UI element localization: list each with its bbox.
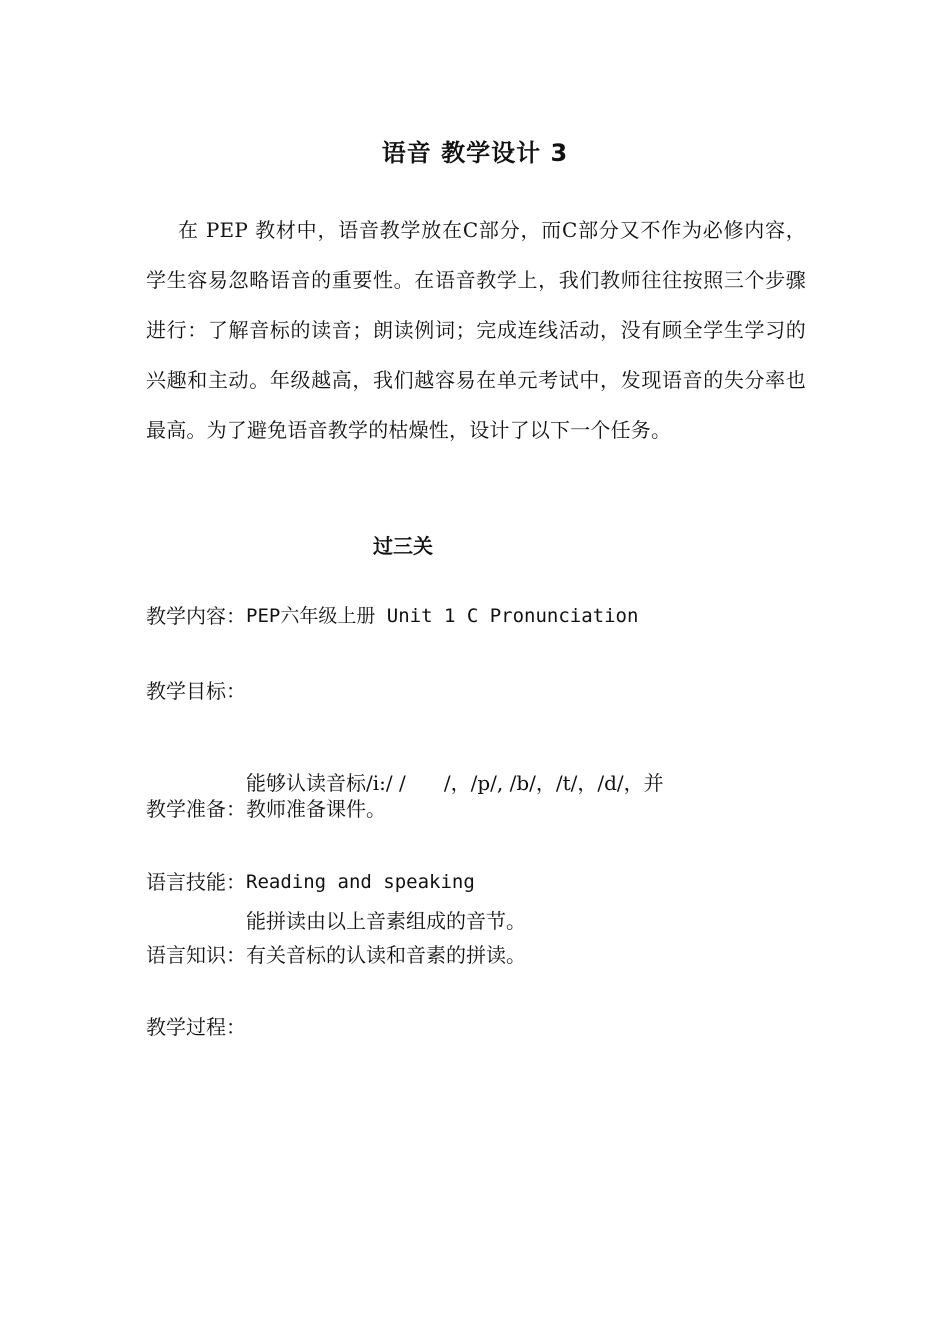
field-label: 语言技能： bbox=[146, 870, 246, 894]
field-language-skills bbox=[146, 859, 816, 905]
field-label: 教学目标： bbox=[146, 679, 246, 703]
section-heading: 过三关 bbox=[373, 534, 433, 558]
field-teaching-content bbox=[146, 593, 816, 639]
intro-paragraph: 在 PEP 教材中，语音教学放在C部分，而C部分又不作为必修内容，学生容易忽略语音的重要性。在语音教学上，我们教师往往按照三个步骤进行：了解音标的读音；朗读例词；完成连线活动，没有顾全学生学习的兴趣和主动。年级越高，我们越容易在单元考试中，发现语音的失分率也最高。为了避免语音教学的枯燥性，设计了以下一个任务。 bbox=[146, 218, 806, 442]
field-teaching-goals bbox=[146, 668, 816, 1036]
field-teaching-preparation bbox=[146, 786, 816, 832]
field-value-line: 能够认读音标/i:/ / /，/p/, /b/，/t/，/d/，并 bbox=[246, 771, 664, 795]
field-value: PEP六年级上册 Unit 1 C Pronunciation bbox=[246, 605, 639, 627]
field-value: 有关音标的认读和音素的拼读。 bbox=[246, 943, 526, 967]
field-label: 教学准备： bbox=[146, 797, 246, 821]
field-value bbox=[246, 668, 816, 1036]
document-title: 语音 教学设计 3 bbox=[381, 139, 569, 167]
field-value-line: 能拼读由以上音素组成的音节。 bbox=[246, 909, 526, 933]
field-value: 教师准备课件。 bbox=[246, 797, 386, 821]
field-language-knowledge bbox=[146, 932, 816, 978]
field-value: Reading and speaking bbox=[246, 871, 475, 893]
field-label: 语言知识： bbox=[146, 943, 246, 967]
field-label: 教学过程： bbox=[146, 1015, 246, 1039]
field-teaching-process bbox=[146, 1004, 816, 1050]
field-value bbox=[246, 1004, 816, 1050]
field-label: 教学内容： bbox=[146, 604, 246, 628]
